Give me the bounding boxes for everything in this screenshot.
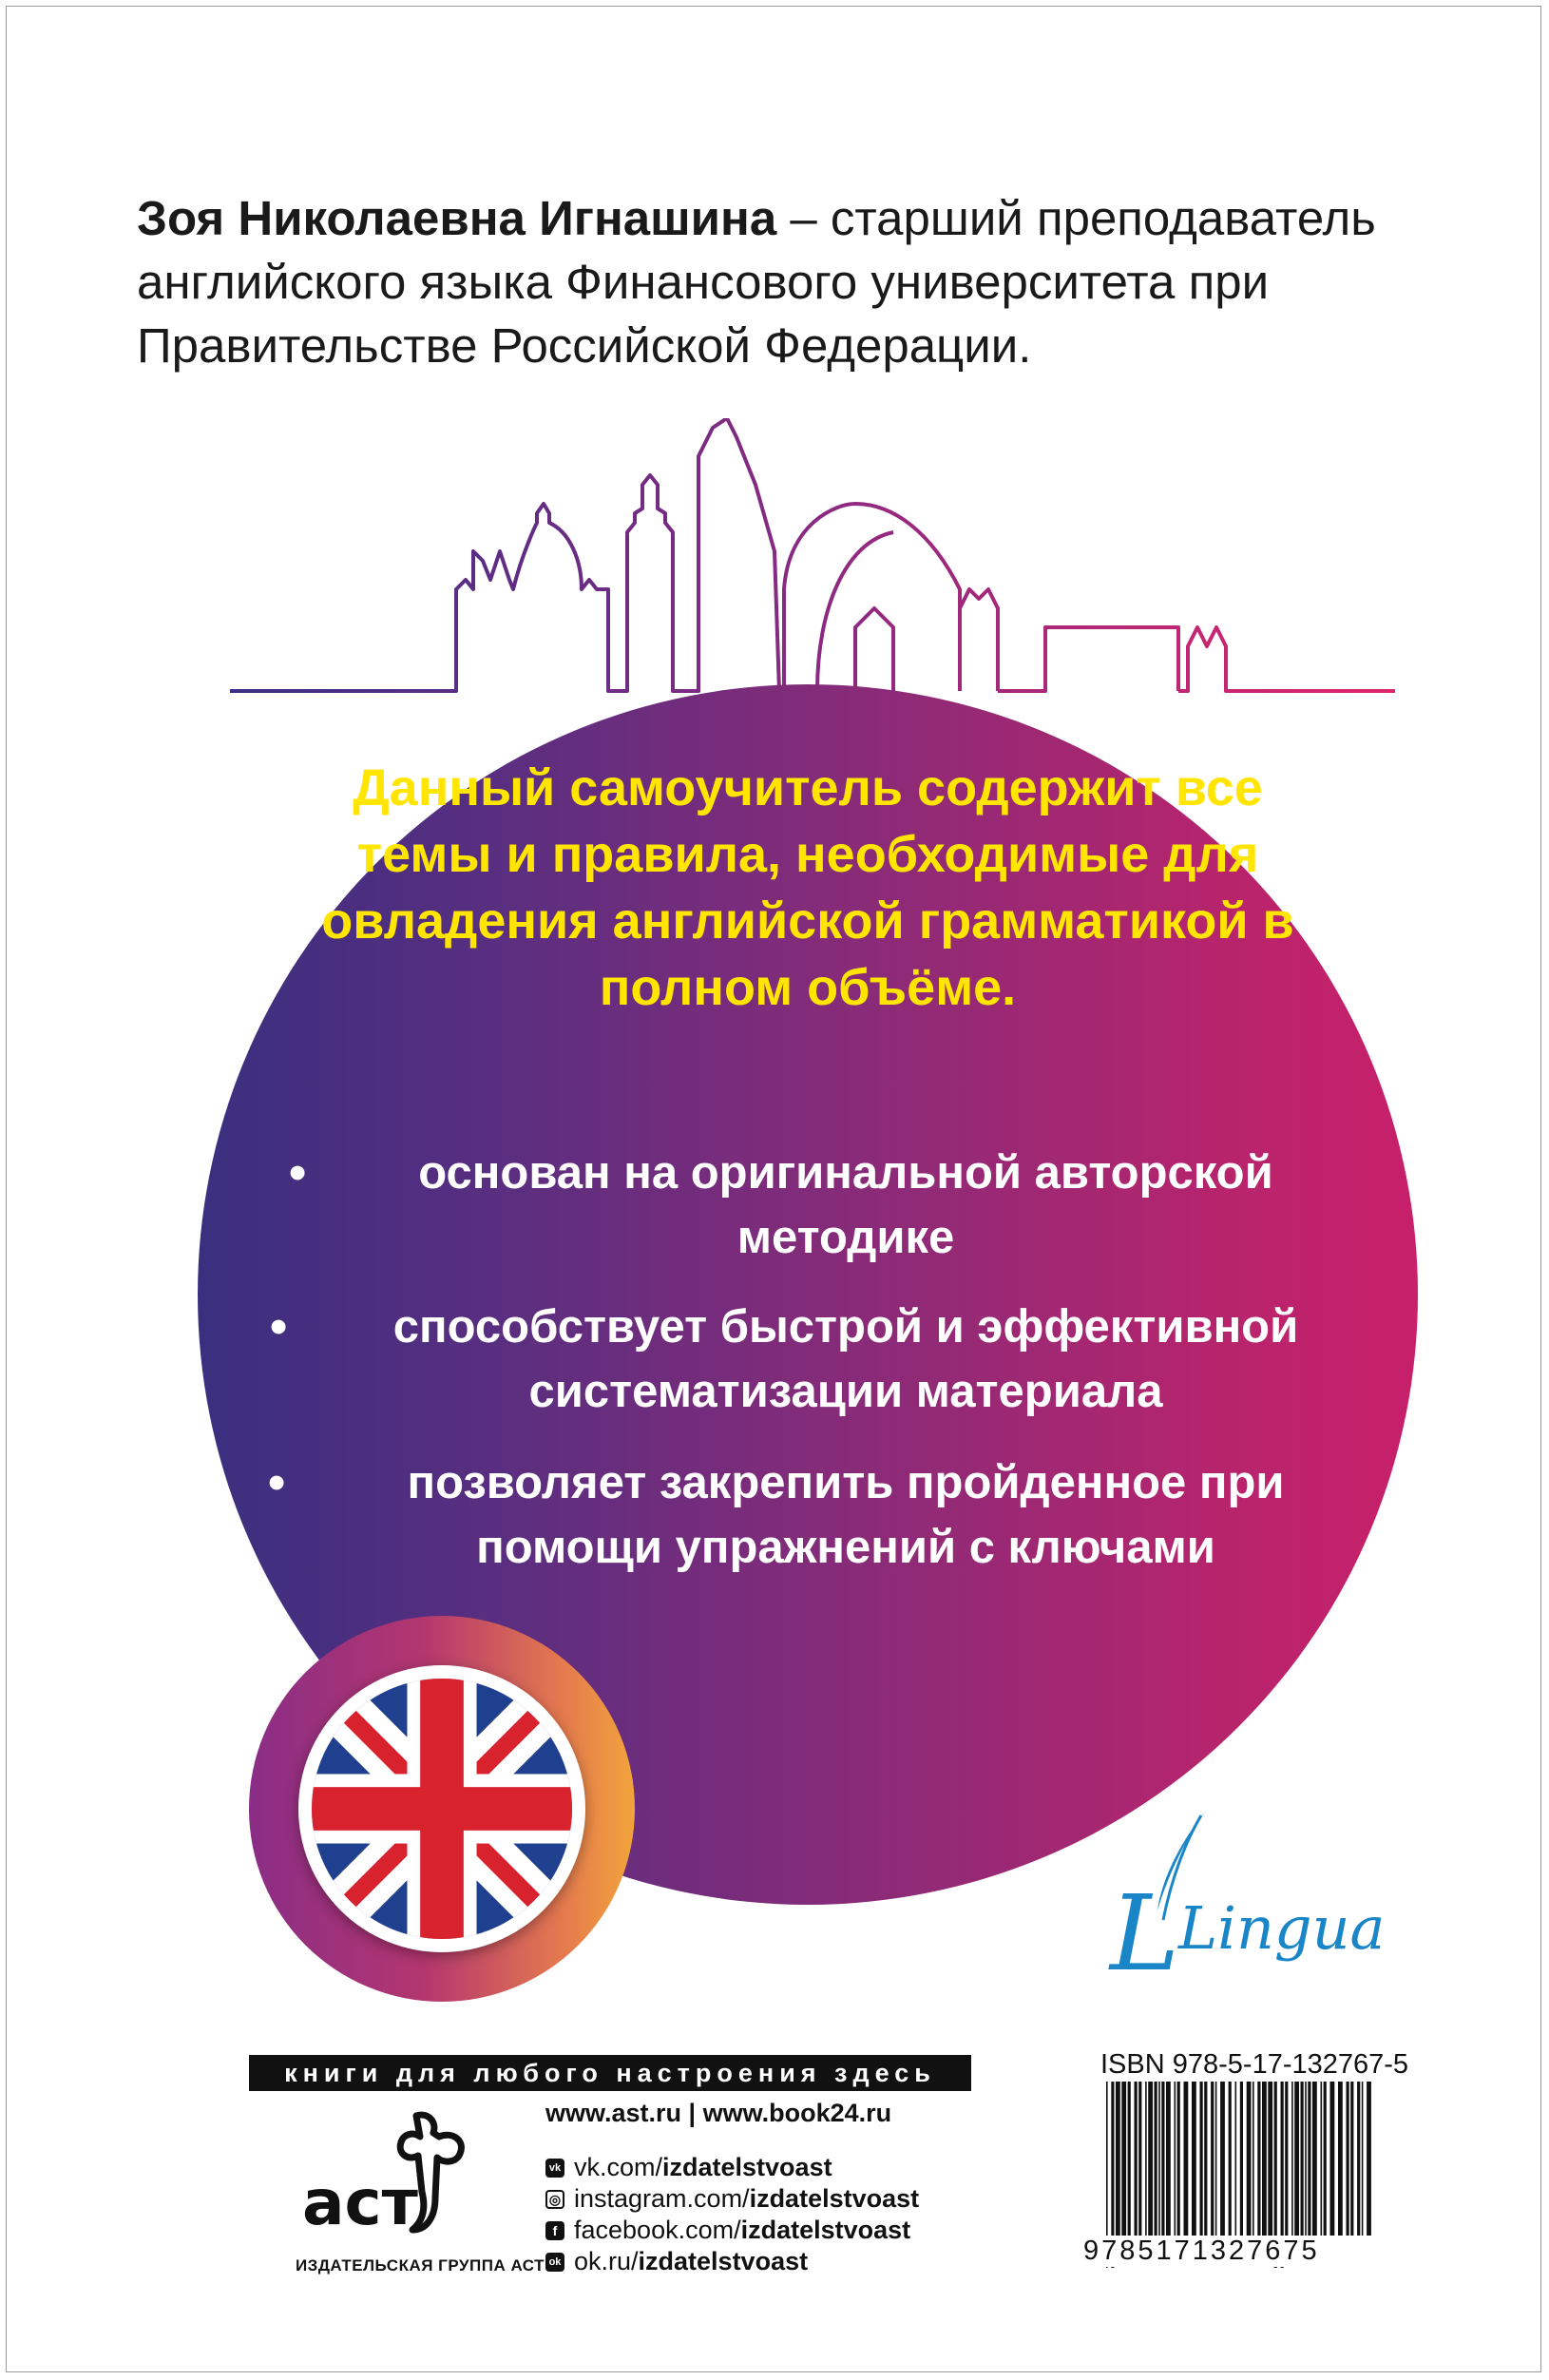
ast-logo	[295, 2108, 485, 2251]
author-bio	[137, 186, 1467, 377]
barcode-bar	[1155, 2082, 1157, 2241]
publisher-slogan: книги для любого настроения здесь	[249, 2055, 971, 2091]
isbn-label: ISBN 978-5-17-132767-5	[1100, 2049, 1409, 2080]
social-handle: izdatelstvoast	[749, 2184, 920, 2213]
barcode-bar	[1294, 2082, 1299, 2241]
bullet: •	[289, 1145, 307, 1200]
union-jack-icon	[312, 1679, 572, 1939]
barcode-bar	[1204, 2082, 1207, 2241]
barcode-bar	[1211, 2082, 1214, 2241]
social-prefix: facebook.com/	[574, 2216, 741, 2244]
barcode-bar	[1145, 2082, 1147, 2241]
barcode-bar	[1240, 2082, 1243, 2241]
barcode-bar	[1215, 2082, 1217, 2241]
barcode-bar	[1308, 2082, 1310, 2241]
barcode-bar	[1116, 2082, 1120, 2241]
barcode-bar	[1257, 2082, 1260, 2241]
ast-logo-text: аст	[302, 2166, 418, 2239]
barcode-bar	[1268, 2082, 1272, 2241]
facebook-icon: f	[545, 2221, 564, 2240]
barcode-bar	[1229, 2082, 1232, 2241]
feature-item: позволяет закрепить пройденное при помощи упражнений с ключами	[407, 1457, 1285, 1573]
barcode-bar	[1175, 2082, 1176, 2241]
bullet: •	[270, 1299, 288, 1354]
barcode-bar	[1253, 2082, 1254, 2241]
barcode-bar	[1301, 2082, 1304, 2241]
barcode-bar	[1350, 2082, 1353, 2241]
social-link-instagram[interactable]	[545, 2183, 919, 2215]
ok-icon: ok	[545, 2253, 564, 2272]
barcode-bar	[1128, 2082, 1131, 2241]
social-link-facebook[interactable]	[545, 2215, 919, 2246]
barcode-bar	[1200, 2082, 1203, 2241]
lingua-wordmark: Lingua	[1178, 1893, 1386, 1963]
barcode-bar	[1161, 2082, 1164, 2241]
barcode-bar	[1305, 2082, 1307, 2241]
barcode-bar	[1135, 2082, 1138, 2241]
social-prefix: vk.com/	[574, 2153, 663, 2181]
london-skyline-icon	[228, 418, 1397, 703]
publisher-websites[interactable]: www.ast.ru | www.book24.ru	[545, 2099, 892, 2127]
social-handle: izdatelstvoast	[638, 2247, 809, 2275]
barcode-bar	[1347, 2082, 1349, 2241]
barcode-bar	[1262, 2082, 1267, 2241]
ean-digits: 9785171327675	[1083, 2236, 1387, 2267]
svg-text:L: L	[1110, 1872, 1180, 1994]
barcode-bar	[1324, 2082, 1327, 2241]
barcode-bar	[1192, 2082, 1196, 2241]
barcode-bar	[1158, 2082, 1160, 2241]
barcode-bar	[1247, 2082, 1252, 2241]
social-links	[545, 2152, 919, 2277]
barcode-bar	[1338, 2082, 1343, 2241]
barcode-bar	[1330, 2082, 1335, 2241]
barcode-bar	[1285, 2082, 1288, 2241]
barcode-bar	[1148, 2082, 1153, 2241]
instagram-icon: ◎	[545, 2190, 564, 2209]
barcode-bar	[1357, 2082, 1360, 2241]
barcode-bar	[1166, 2082, 1171, 2241]
social-link-vk[interactable]	[545, 2152, 919, 2183]
bullet: •	[268, 1455, 286, 1510]
barcode-bar	[1138, 2082, 1141, 2241]
social-prefix: ok.ru/	[574, 2247, 639, 2275]
barcode-bar	[1362, 2082, 1364, 2241]
social-handle: izdatelstvoast	[740, 2216, 911, 2244]
barcode-bar	[1312, 2082, 1317, 2241]
author-name: Зоя Николаевна Игнашина	[137, 191, 777, 245]
barcode-bar	[1291, 2082, 1293, 2241]
publisher-caption: ИЗДАТЕЛЬСКАЯ ГРУППА АСТ	[295, 2256, 545, 2274]
feature-item: способствует быстрой и эффективной систематизации материала	[392, 1301, 1299, 1417]
author-description: – старший преподаватель английского языка Финансового университета при Правительстве Российской Федерации.	[137, 191, 1376, 373]
barcode-bar	[1121, 2082, 1126, 2241]
barcode-bar	[1367, 2082, 1371, 2241]
barcode-bar	[1235, 2082, 1237, 2241]
lingua-logo	[1102, 1806, 1416, 1996]
lead-text: Данный самоучитель содержит все темы и правила, необходимые для овладения английской грамматикой в полном объёме.	[321, 759, 1294, 1016]
social-link-ok[interactable]	[545, 2246, 919, 2277]
barcode-bar	[1321, 2082, 1323, 2241]
social-prefix: instagram.com/	[574, 2184, 750, 2213]
vk-icon: vk	[545, 2159, 564, 2178]
barcode-bar	[1220, 2082, 1225, 2241]
barcode-bar	[1177, 2082, 1180, 2241]
feature-item: основан на оригинальной авторской методике	[418, 1147, 1273, 1263]
social-handle: izdatelstvoast	[662, 2153, 832, 2181]
barcode-bar	[1184, 2082, 1189, 2241]
